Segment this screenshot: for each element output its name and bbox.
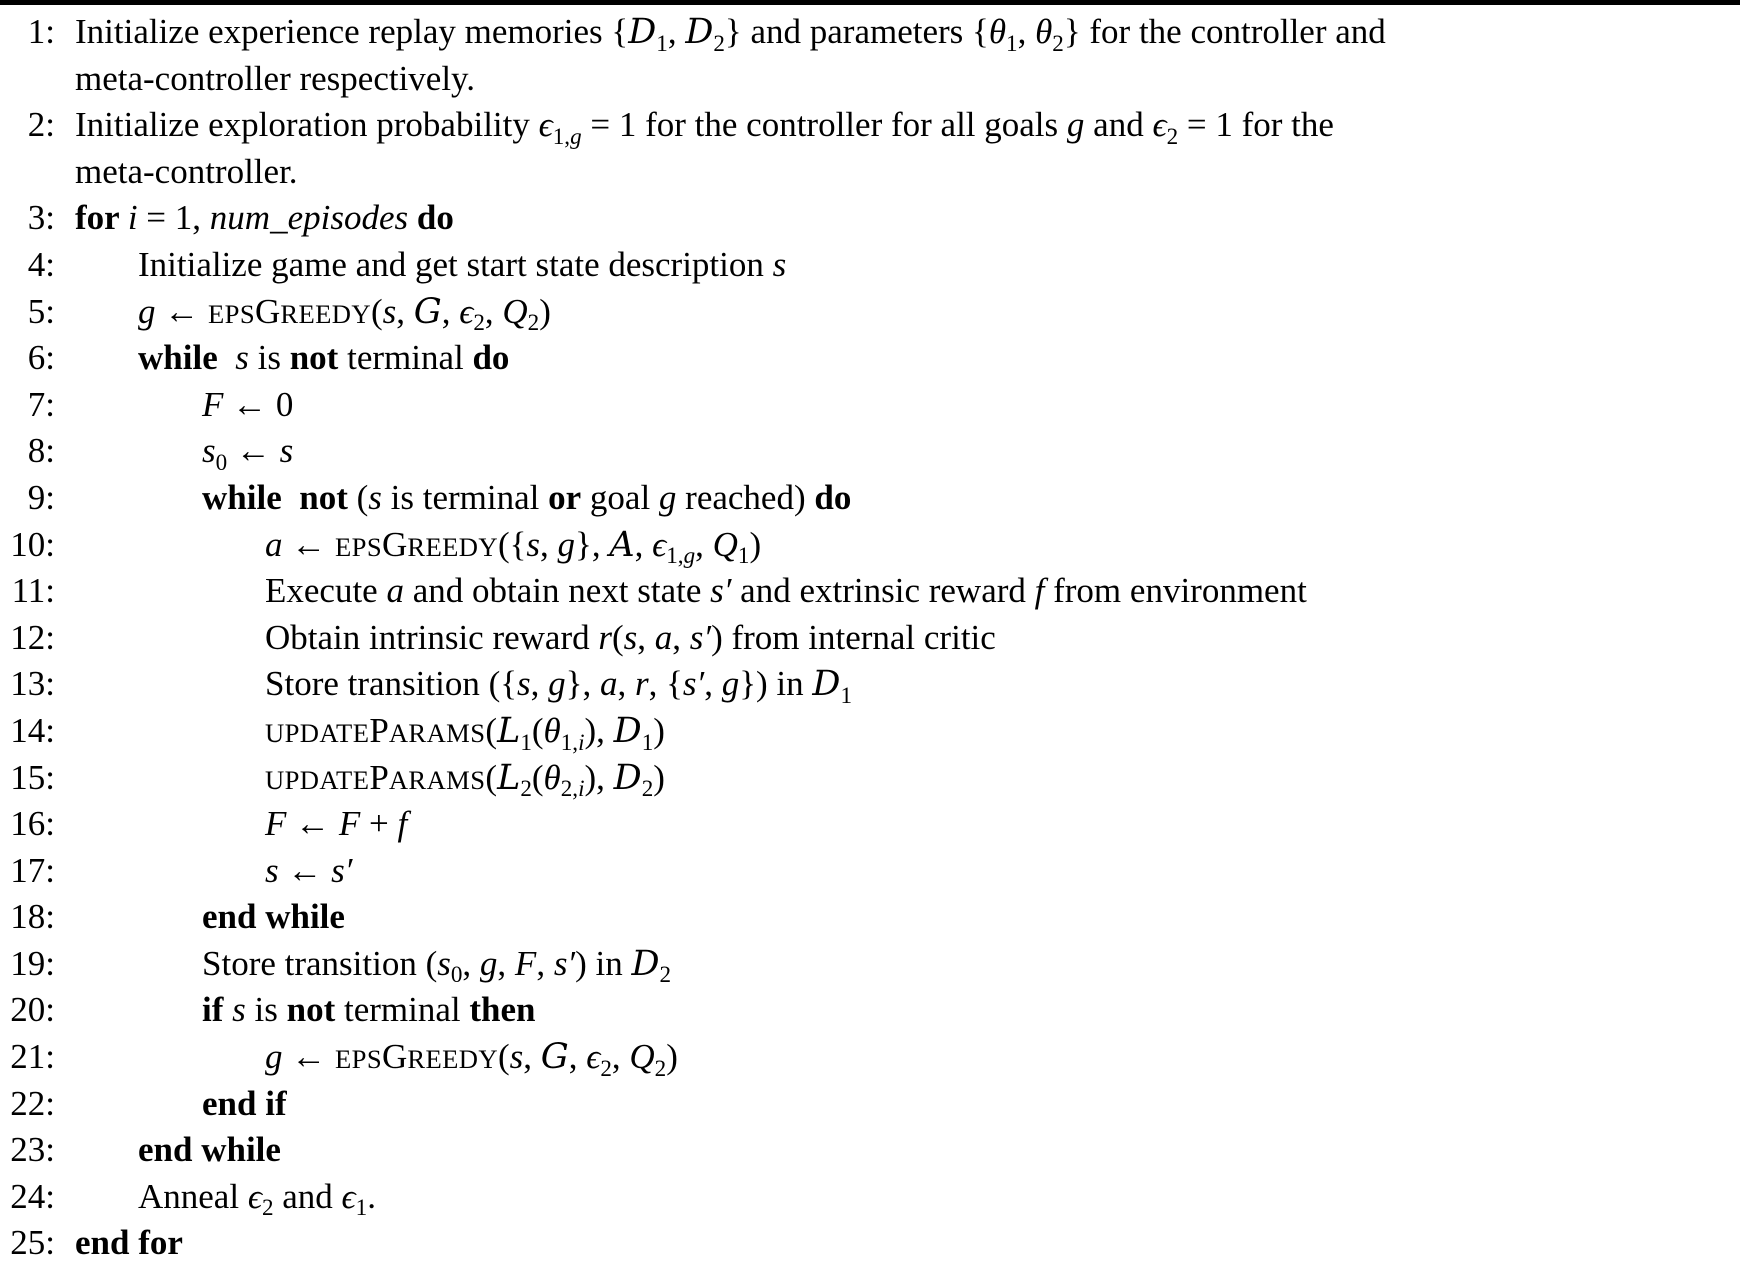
algo-line-23 (0, 1127, 1740, 1174)
line-number: 6: (27, 338, 55, 378)
line-text: a ← EPSGREEDY({s, g}, A, $\epsilon_{1,g}$, $Q_1$) (265, 524, 762, 569)
line-text: $UPDATEPARAMS(L_2(\theta_{2,i})$, $D_2$) (265, 757, 665, 802)
algo-line-7 (0, 382, 1740, 429)
algo-line-10 (0, 522, 1740, 569)
line-text: meta-controller. (75, 151, 298, 191)
line-number: 22: (10, 1083, 55, 1123)
algo-line-22 (0, 1081, 1740, 1128)
line-text: $s_0$ ← s (202, 431, 294, 475)
algo-line-14 (0, 708, 1740, 755)
algo-line-cont-1 (0, 56, 1740, 103)
line-text: end if (202, 1083, 287, 1123)
line-number: 17: (10, 850, 55, 890)
line-number: 21: (10, 1037, 55, 1077)
algo-line-2 (0, 102, 1740, 149)
algo-line-6 (0, 335, 1740, 382)
line-number: 11: (11, 571, 55, 611)
algo-line-19 (0, 941, 1740, 988)
algo-line-11 (0, 568, 1740, 615)
algo-line-24 (0, 1174, 1740, 1221)
algo-line-13 (0, 661, 1740, 708)
line-text: end for (75, 1223, 183, 1263)
line-number: 19: (10, 943, 55, 983)
algo-line-12 (0, 615, 1740, 662)
line-number: 14: (10, 710, 55, 750)
algo-line-21 (0, 1034, 1740, 1081)
line-number: 7: (27, 384, 55, 424)
line-number: 10: (10, 524, 55, 564)
line-number: 3: (27, 198, 55, 238)
line-text: end while (202, 897, 345, 937)
line-text: end while (138, 1130, 281, 1170)
algo-line-cont-3 (0, 149, 1740, 196)
algo-line-17 (0, 848, 1740, 895)
algo-line-25 (0, 1220, 1740, 1267)
line-text: Initialize experience replay memories {$D_1$, $D_2$} and parameters {$\theta_1$, $\theta_2$} for the controller and (75, 12, 1386, 56)
algo-line-16 (0, 801, 1740, 848)
line-number: 5: (27, 291, 55, 331)
line-number: 8: (27, 431, 55, 471)
line-text: g ← EPSGREEDY(s, G, $\epsilon_2$, $Q_2$) (138, 291, 551, 336)
line-text: Initialize exploration probability $\epsilon_{1,g} = 1$ for the controller for all goals g and $\epsilon_2 = 1$ for the (75, 105, 1334, 149)
algo-line-8 (0, 428, 1740, 475)
algo-line-4 (0, 242, 1740, 289)
line-text: Obtain intrinsic reward r(s, a, s′) from internal critic (265, 617, 996, 657)
line-number: 20: (10, 990, 55, 1030)
algo-line-9 (0, 475, 1740, 522)
algo-line-18 (0, 894, 1740, 941)
line-text: Store transition ({s, g}, a, r, {s′, g}) in $D_1$ (265, 664, 852, 708)
algo-line-15 (0, 755, 1740, 802)
algo-line-20 (0, 987, 1740, 1034)
line-number: 12: (10, 617, 55, 657)
line-text: s ← s′ (265, 850, 353, 890)
line-number: 18: (10, 897, 55, 937)
line-text: Initialize game and get start state description s (138, 244, 787, 284)
line-number: 16: (10, 804, 55, 844)
line-text: F ← 0 (202, 384, 294, 424)
line-number: 4: (27, 244, 55, 284)
line-text: Anneal $\epsilon_2$ and $\epsilon_1$. (138, 1176, 376, 1221)
line-text: for i = 1, num_episodes do (75, 198, 454, 238)
line-text: meta-controller respectively. (75, 58, 476, 98)
line-number: 9: (27, 477, 55, 517)
algo-line-5 (0, 289, 1740, 336)
line-text: $UPDATEPARAMS(L_1(\theta_{1,i})$, $D_1$) (265, 710, 665, 755)
line-text: g ← EPSGREEDY(s, G, $\epsilon_2$, $Q_2$) (265, 1037, 678, 1081)
line-text: while not (s is terminal or goal g reached) do (202, 477, 852, 517)
line-number: 13: (10, 664, 55, 704)
line-text: Execute a and obtain next state s′ and extrinsic reward f from environment (265, 571, 1307, 611)
line-number: 1: (27, 12, 55, 51)
line-text: while s is not terminal do (138, 338, 510, 378)
algo-line-1 (0, 9, 1740, 56)
line-number: 2: (27, 105, 55, 145)
algo-line-3 (0, 195, 1740, 242)
line-number: 24: (10, 1176, 55, 1216)
algorithm-lines (0, 5, 1740, 1267)
line-number: 15: (10, 757, 55, 797)
line-text: F ← F + f (265, 804, 408, 844)
line-text: if s is not terminal then (202, 990, 536, 1030)
line-number: 25: (10, 1223, 55, 1263)
line-number: 23: (10, 1130, 55, 1170)
line-text: Store transition ($s_0$, g, F, s′) in $D_2$ (202, 943, 672, 988)
